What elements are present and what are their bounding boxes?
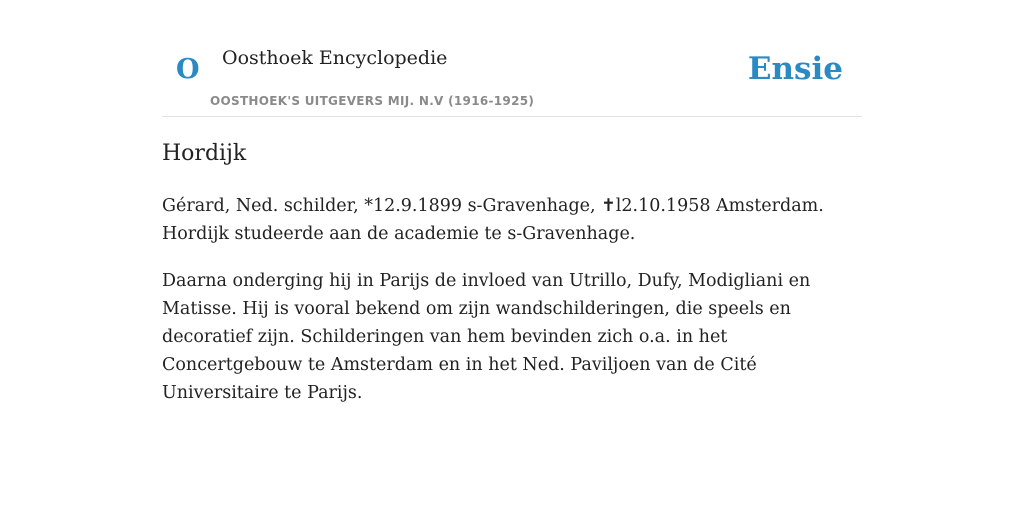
publisher-label: OOSTHOEK'S UITGEVERS MIJ. N.V (1916-1925) bbox=[210, 94, 535, 108]
brand-logo-link[interactable]: Ensie bbox=[747, 51, 843, 87]
site-header bbox=[162, 0, 862, 117]
article-paragraph: Gérard, Ned. schilder, *12.9.1899 s-Gravenhage, ✝l2.10.1958 Amsterdam. Hordijk studeerde aan de academie te s-Gravenhage. bbox=[162, 196, 824, 244]
article-title: Hordijk bbox=[162, 141, 247, 166]
site-logo[interactable]: O bbox=[176, 54, 200, 85]
article-paragraph: Daarna onderging hij in Parijs de invloed van Utrillo, Dufy, Modigliani en Matisse. Hij is vooral bekend om zijn wandschilderingen, die speels en decoratief zijn. Schilderingen van hem bevinden zich o.a. in het Concertgebouw te Amsterdam en in het Ned. Paviljoen van de Cité Universitaire te Parijs. bbox=[162, 271, 811, 403]
article bbox=[162, 136, 862, 407]
site-title[interactable]: Oosthoek Encyclopedie bbox=[222, 47, 448, 69]
